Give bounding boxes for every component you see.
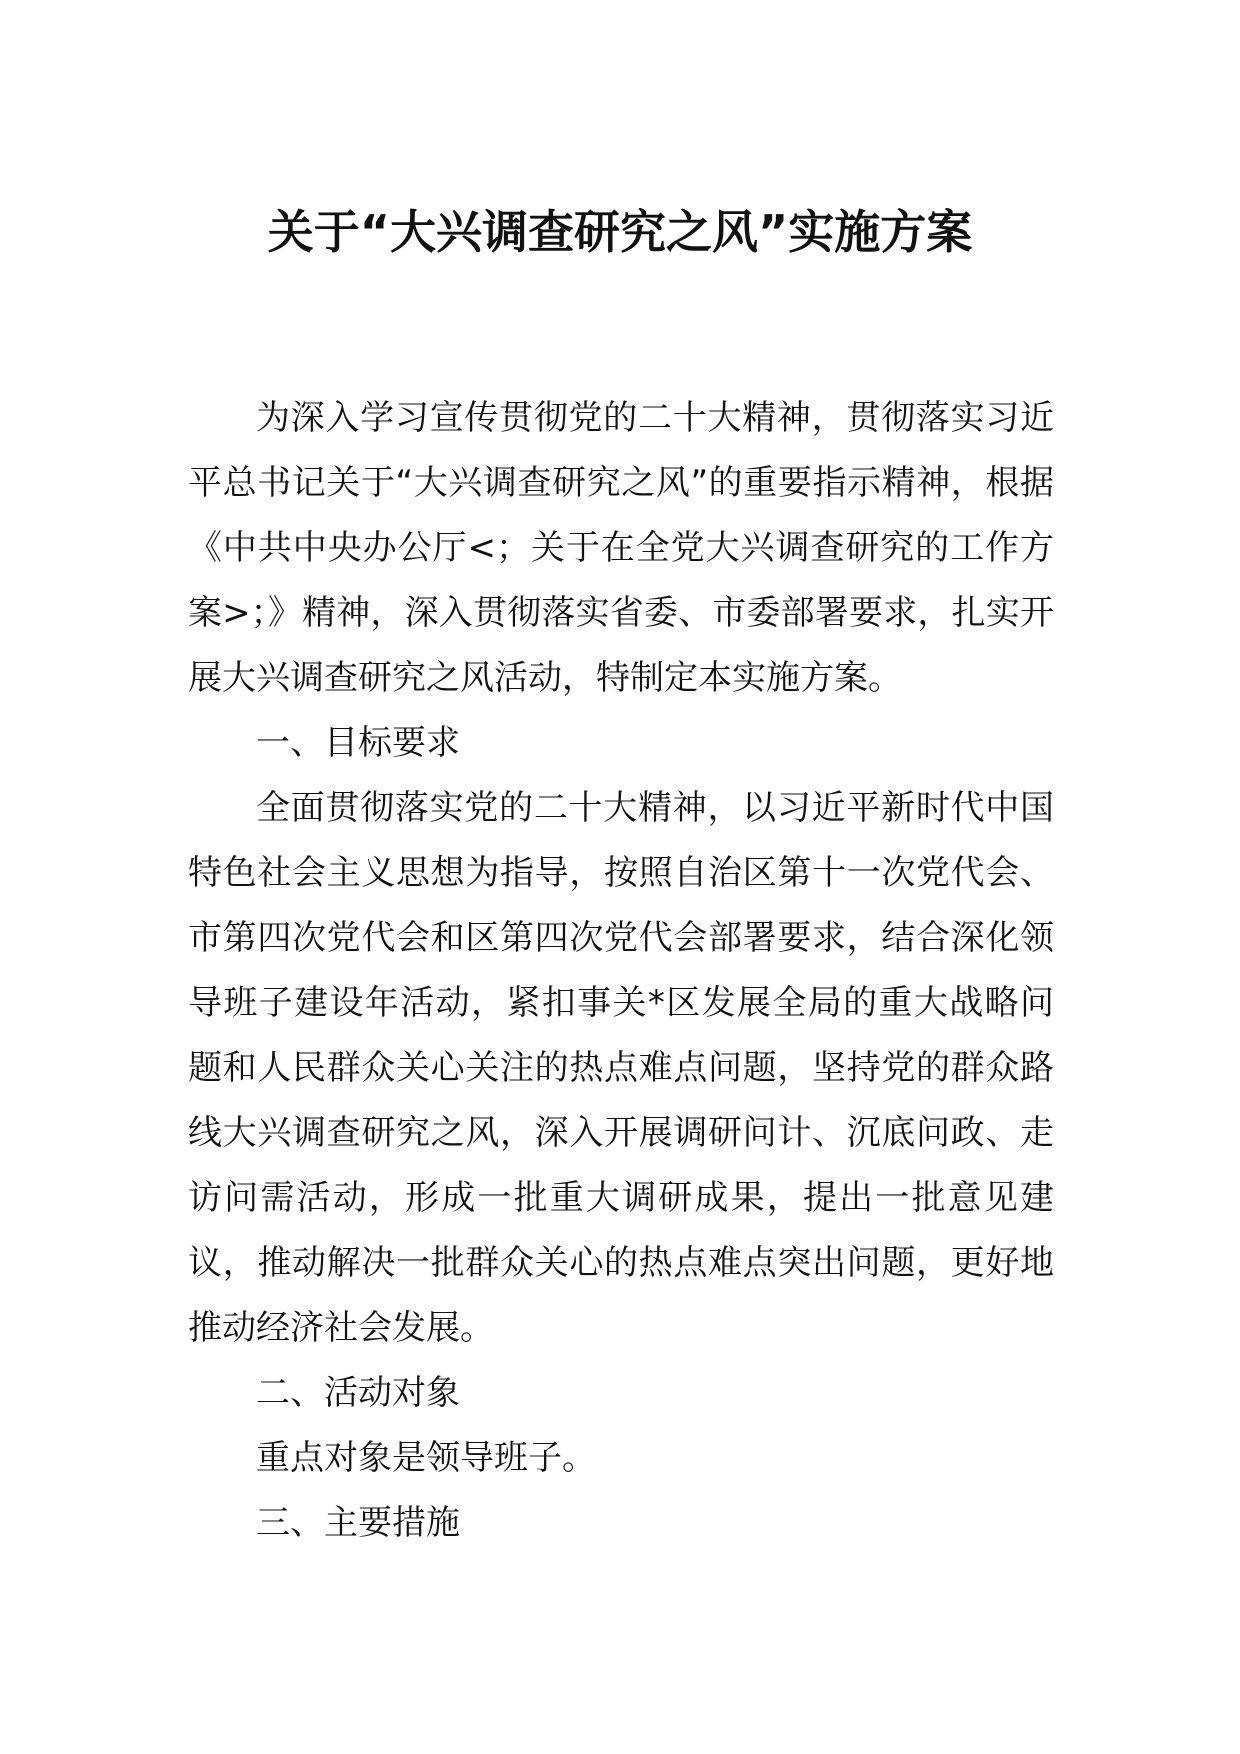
targets-paragraph: 重点对象是领导班子。 (256, 1438, 596, 1478)
section-heading-objectives: 一、目标要求 (256, 723, 460, 763)
document-body (188, 386, 1054, 1556)
intro-paragraph: 为深入学习宣传贯彻党的二十大精神，贯彻落实习近平总书记关于“大兴调查研究之风”的重要指示精神，根据《中共中央办公厅<；关于在全党大兴调查研究的工作方案>；》精神，深入贯彻落实省委、市委部署要求，扎实开展大兴调查研究之风活动，特制定本实施方案。 (188, 398, 1054, 698)
document-title: 关于“大兴调查研究之风”实施方案 (267, 205, 973, 259)
objectives-paragraph: 全面贯彻落实党的二十大精神，以习近平新时代中国特色社会主义思想为指导，按照自治区第十一次党代会、市第四次党代会和区第四次党代会部署要求，结合深化领导班子建设年活动，紧扣事关*区发展全局的重大战略问题和人民群众关心关注的热点难点问题，坚持党的群众路线大兴调查研究之风，深入开展调研问计、沉底问政、走访问需活动，形成一批重大调研成果，提出一批意见建议，推动解决一批群众关心的热点难点突出问题，更好地推动经济社会发展。 (188, 788, 1054, 1348)
section-heading-targets: 二、活动对象 (256, 1373, 460, 1413)
section-heading-measures: 三、主要措施 (256, 1503, 460, 1543)
